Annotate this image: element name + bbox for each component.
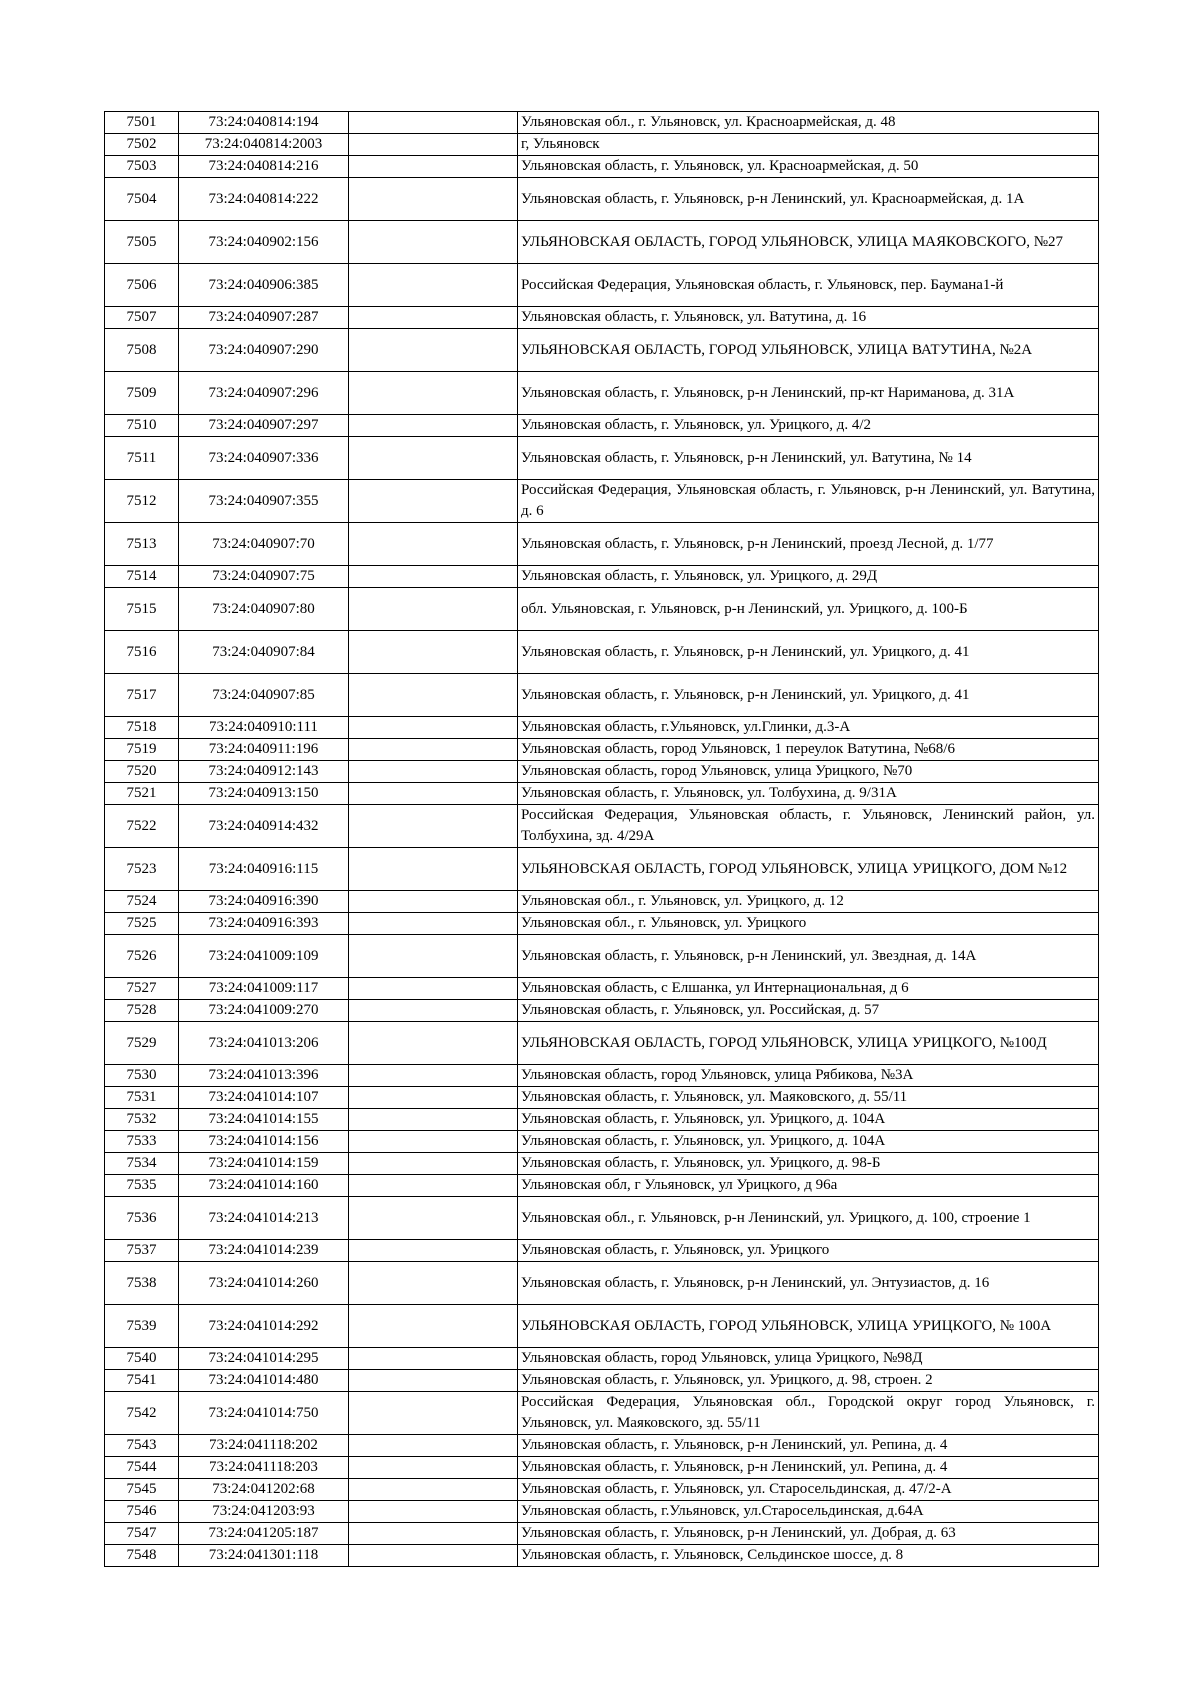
address: Ульяновская область, г. Ульяновск, р-н Ленинский, пр-кт Нариманова, д. 31А [518, 372, 1099, 415]
table-row [105, 1523, 1099, 1545]
row-number: 7509 [105, 372, 179, 415]
cadastral-number: 73:24:041014:159 [179, 1153, 349, 1175]
address: Ульяновская область, г. Ульяновск, р-н Ленинский, ул. Энтузиастов, д. 16 [518, 1262, 1099, 1305]
cadastral-number: 73:24:041014:160 [179, 1175, 349, 1197]
empty-cell [349, 523, 518, 566]
empty-cell [349, 739, 518, 761]
table-row [105, 329, 1099, 372]
empty-cell [349, 264, 518, 307]
cadastral-number: 73:24:040907:75 [179, 566, 349, 588]
cadastral-number: 73:24:041014:292 [179, 1305, 349, 1348]
row-number: 7532 [105, 1109, 179, 1131]
cadastral-number: 73:24:041009:109 [179, 935, 349, 978]
address: Ульяновская область, г. Ульяновск, ул. Старосельдинская, д. 47/2-А [518, 1479, 1099, 1501]
address: Ульяновская область, г. Ульяновск, р-н Ленинский, ул. Урицкого, д. 41 [518, 674, 1099, 717]
cadastral-number: 73:24:040907:84 [179, 631, 349, 674]
address: Ульяновская область, с Елшанка, ул Интернациональная, д 6 [518, 978, 1099, 1000]
table-row [105, 1153, 1099, 1175]
cadastral-number: 73:24:041014:155 [179, 1109, 349, 1131]
cadastral-number: 73:24:040906:385 [179, 264, 349, 307]
row-number: 7531 [105, 1087, 179, 1109]
row-number: 7506 [105, 264, 179, 307]
row-number: 7527 [105, 978, 179, 1000]
row-number: 7542 [105, 1392, 179, 1435]
address: Ульяновская область, г. Ульяновск, ул. Урицкого, д. 104А [518, 1109, 1099, 1131]
table-row [105, 307, 1099, 329]
address: Российская Федерация, Ульяновская область, г. Ульяновск, Ленинский район, ул. Толбухина, зд. 4/29А [518, 805, 1099, 848]
cadastral-number: 73:24:040916:393 [179, 913, 349, 935]
cadastral-number: 73:24:041014:239 [179, 1240, 349, 1262]
address: УЛЬЯНОВСКАЯ ОБЛАСТЬ, ГОРОД УЛЬЯНОВСК, УЛИЦА УРИЦКОГО, №100Д [518, 1022, 1099, 1065]
table-row [105, 1109, 1099, 1131]
cadastral-number: 73:24:040916:115 [179, 848, 349, 891]
cadastral-number: 73:24:041014:750 [179, 1392, 349, 1435]
empty-cell [349, 1501, 518, 1523]
empty-cell [349, 805, 518, 848]
empty-cell [349, 1392, 518, 1435]
cadastral-number: 73:24:040907:70 [179, 523, 349, 566]
table-row [105, 1392, 1099, 1435]
row-number: 7535 [105, 1175, 179, 1197]
empty-cell [349, 221, 518, 264]
table-row [105, 805, 1099, 848]
cadastral-number: 73:24:040913:150 [179, 783, 349, 805]
address: Ульяновская область, г. Ульяновск, Сельдинское шоссе, д. 8 [518, 1545, 1099, 1567]
address: Ульяновская область, город Ульяновск, улица Урицкого, №70 [518, 761, 1099, 783]
empty-cell [349, 178, 518, 221]
row-number: 7526 [105, 935, 179, 978]
empty-cell [349, 1370, 518, 1392]
address: Ульяновская область, г. Ульяновск, р-н Ленинский, ул. Урицкого, д. 41 [518, 631, 1099, 674]
row-number: 7539 [105, 1305, 179, 1348]
cadastral-number: 73:24:040910:111 [179, 717, 349, 739]
cadastral-number: 73:24:041014:213 [179, 1197, 349, 1240]
address: Ульяновская обл., г. Ульяновск, ул. Урицкого, д. 12 [518, 891, 1099, 913]
row-number: 7543 [105, 1435, 179, 1457]
row-number: 7523 [105, 848, 179, 891]
table-row [105, 1501, 1099, 1523]
cadastral-number: 73:24:041009:270 [179, 1000, 349, 1022]
address: Ульяновская область, г. Ульяновск, ул. Урицкого [518, 1240, 1099, 1262]
address: УЛЬЯНОВСКАЯ ОБЛАСТЬ, ГОРОД УЛЬЯНОВСК, УЛИЦА УРИЦКОГО, ДОМ №12 [518, 848, 1099, 891]
address: Ульяновская обл, г Ульяновск, ул Урицкого, д 96а [518, 1175, 1099, 1197]
table-row [105, 437, 1099, 480]
table-row [105, 566, 1099, 588]
address: Ульяновская область, г. Ульяновск, ул. Урицкого, д. 4/2 [518, 415, 1099, 437]
empty-cell [349, 480, 518, 523]
table-row [105, 264, 1099, 307]
row-number: 7507 [105, 307, 179, 329]
cadastral-number: 73:24:041118:202 [179, 1435, 349, 1457]
cadastral-number: 73:24:040907:296 [179, 372, 349, 415]
address: УЛЬЯНОВСКАЯ ОБЛАСТЬ, ГОРОД УЛЬЯНОВСК, УЛИЦА УРИЦКОГО, № 100А [518, 1305, 1099, 1348]
table-row [105, 1175, 1099, 1197]
address: Ульяновская область, город Ульяновск, 1 переулок Ватутина, №68/6 [518, 739, 1099, 761]
address: Ульяновская область, г.Ульяновск, ул.Старосельдинская, д.64А [518, 1501, 1099, 1523]
empty-cell [349, 935, 518, 978]
table-row [105, 588, 1099, 631]
address: Ульяновская область, г. Ульяновск, ул. Урицкого, д. 98, строен. 2 [518, 1370, 1099, 1392]
cadastral-number: 73:24:040916:390 [179, 891, 349, 913]
row-number: 7513 [105, 523, 179, 566]
empty-cell [349, 717, 518, 739]
row-number: 7530 [105, 1065, 179, 1087]
empty-cell [349, 913, 518, 935]
cadastral-number: 73:24:040814:222 [179, 178, 349, 221]
table-row [105, 1435, 1099, 1457]
address: Ульяновская обл., г. Ульяновск, р-н Ленинский, ул. Урицкого, д. 100, строение 1 [518, 1197, 1099, 1240]
empty-cell [349, 415, 518, 437]
empty-cell [349, 134, 518, 156]
table-row [105, 674, 1099, 717]
address: Ульяновская область, г. Ульяновск, р-н Ленинский, ул. Репина, д. 4 [518, 1457, 1099, 1479]
cadastral-number: 73:24:041203:93 [179, 1501, 349, 1523]
empty-cell [349, 891, 518, 913]
table-row [105, 1197, 1099, 1240]
address: Ульяновская область, г. Ульяновск, ул. Маяковского, д. 55/11 [518, 1087, 1099, 1109]
address: Российская Федерация, Ульяновская область, г. Ульяновск, пер. Баумана1-й [518, 264, 1099, 307]
cadastral-number: 73:24:041202:68 [179, 1479, 349, 1501]
row-number: 7522 [105, 805, 179, 848]
row-number: 7546 [105, 1501, 179, 1523]
empty-cell [349, 1435, 518, 1457]
table-row [105, 848, 1099, 891]
empty-cell [349, 329, 518, 372]
address: Ульяновская область, г. Ульяновск, ул. Урицкого, д. 29Д [518, 566, 1099, 588]
row-number: 7528 [105, 1000, 179, 1022]
table-row [105, 1305, 1099, 1348]
cadastral-number: 73:24:041301:118 [179, 1545, 349, 1567]
cadastral-number: 73:24:041014:260 [179, 1262, 349, 1305]
table-row [105, 134, 1099, 156]
row-number: 7505 [105, 221, 179, 264]
empty-cell [349, 1457, 518, 1479]
row-number: 7547 [105, 1523, 179, 1545]
row-number: 7502 [105, 134, 179, 156]
address: Ульяновская область, г. Ульяновск, ул. Российская, д. 57 [518, 1000, 1099, 1022]
cadastral-number: 73:24:041013:206 [179, 1022, 349, 1065]
table-row [105, 221, 1099, 264]
row-number: 7511 [105, 437, 179, 480]
row-number: 7517 [105, 674, 179, 717]
table-row [105, 783, 1099, 805]
cadastral-number: 73:24:041014:107 [179, 1087, 349, 1109]
row-number: 7503 [105, 156, 179, 178]
empty-cell [349, 848, 518, 891]
address: Ульяновская область, г.Ульяновск, ул.Глинки, д.3-А [518, 717, 1099, 739]
table-row [105, 1087, 1099, 1109]
empty-cell [349, 372, 518, 415]
table-row [105, 1479, 1099, 1501]
row-number: 7521 [105, 783, 179, 805]
empty-cell [349, 783, 518, 805]
table-row [105, 1000, 1099, 1022]
address: Российская Федерация, Ульяновская обл., Городской округ город Ульяновск, г. Ульяновск, ул. Маяковского, зд. 55/11 [518, 1392, 1099, 1435]
row-number: 7541 [105, 1370, 179, 1392]
cadastral-number: 73:24:040907:80 [179, 588, 349, 631]
table-row [105, 178, 1099, 221]
empty-cell [349, 1022, 518, 1065]
cadastral-number: 73:24:040907:85 [179, 674, 349, 717]
row-number: 7540 [105, 1348, 179, 1370]
empty-cell [349, 1087, 518, 1109]
empty-cell [349, 437, 518, 480]
row-number: 7537 [105, 1240, 179, 1262]
row-number: 7545 [105, 1479, 179, 1501]
address: Ульяновская область, г. Ульяновск, ул. Урицкого, д. 104А [518, 1131, 1099, 1153]
address: Ульяновская область, г. Ульяновск, р-н Ленинский, ул. Добрая, д. 63 [518, 1523, 1099, 1545]
empty-cell [349, 1197, 518, 1240]
table-row [105, 978, 1099, 1000]
empty-cell [349, 1109, 518, 1131]
empty-cell [349, 1545, 518, 1567]
cadastral-number: 73:24:040907:287 [179, 307, 349, 329]
row-number: 7504 [105, 178, 179, 221]
empty-cell [349, 1348, 518, 1370]
row-number: 7519 [105, 739, 179, 761]
row-number: 7533 [105, 1131, 179, 1153]
cadastral-number: 73:24:040914:432 [179, 805, 349, 848]
cadastral-number: 73:24:040907:355 [179, 480, 349, 523]
address: Ульяновская область, г. Ульяновск, ул. Урицкого, д. 98-Б [518, 1153, 1099, 1175]
address: Ульяновская область, г. Ульяновск, ул. Ватутина, д. 16 [518, 307, 1099, 329]
table-row [105, 523, 1099, 566]
address: Ульяновская область, г. Ульяновск, р-н Ленинский, проезд Лесной, д. 1/77 [518, 523, 1099, 566]
table-row [105, 631, 1099, 674]
cadastral-number: 73:24:041009:117 [179, 978, 349, 1000]
empty-cell [349, 1065, 518, 1087]
empty-cell [349, 588, 518, 631]
address: Ульяновская область, г. Ульяновск, ул. Толбухина, д. 9/31А [518, 783, 1099, 805]
empty-cell [349, 1262, 518, 1305]
table-row [105, 913, 1099, 935]
table-row [105, 480, 1099, 523]
cadastral-number: 73:24:041014:480 [179, 1370, 349, 1392]
table-row [105, 415, 1099, 437]
cadastral-number: 73:24:040907:336 [179, 437, 349, 480]
address: обл. Ульяновская, г. Ульяновск, р-н Ленинский, ул. Урицкого, д. 100-Б [518, 588, 1099, 631]
table-row [105, 112, 1099, 134]
cadastral-number: 73:24:040911:196 [179, 739, 349, 761]
row-number: 7548 [105, 1545, 179, 1567]
table-row [105, 891, 1099, 913]
property-table-body [105, 112, 1099, 1567]
empty-cell [349, 1479, 518, 1501]
cadastral-number: 73:24:041014:295 [179, 1348, 349, 1370]
address: г, Ульяновск [518, 134, 1099, 156]
row-number: 7534 [105, 1153, 179, 1175]
row-number: 7524 [105, 891, 179, 913]
table-row [105, 1370, 1099, 1392]
empty-cell [349, 631, 518, 674]
row-number: 7538 [105, 1262, 179, 1305]
address: Ульяновская область, г. Ульяновск, ул. Красноармейская, д. 50 [518, 156, 1099, 178]
address: Ульяновская область, город Ульяновск, улица Урицкого, №98Д [518, 1348, 1099, 1370]
table-row [105, 1065, 1099, 1087]
cadastral-number: 73:24:040907:290 [179, 329, 349, 372]
empty-cell [349, 674, 518, 717]
row-number: 7515 [105, 588, 179, 631]
row-number: 7529 [105, 1022, 179, 1065]
cadastral-number: 73:24:040902:156 [179, 221, 349, 264]
empty-cell [349, 1240, 518, 1262]
empty-cell [349, 307, 518, 329]
address: Ульяновская обл., г. Ульяновск, ул. Урицкого [518, 913, 1099, 935]
empty-cell [349, 1305, 518, 1348]
address: Ульяновская область, г. Ульяновск, р-н Ленинский, ул. Ватутина, № 14 [518, 437, 1099, 480]
cadastral-number: 73:24:041205:187 [179, 1523, 349, 1545]
row-number: 7518 [105, 717, 179, 739]
empty-cell [349, 1153, 518, 1175]
address: Ульяновская обл., г. Ульяновск, ул. Красноармейская, д. 48 [518, 112, 1099, 134]
row-number: 7536 [105, 1197, 179, 1240]
cadastral-number: 73:24:040814:194 [179, 112, 349, 134]
table-row [105, 1545, 1099, 1567]
empty-cell [349, 1175, 518, 1197]
empty-cell [349, 156, 518, 178]
row-number: 7516 [105, 631, 179, 674]
address: Ульяновская область, г. Ульяновск, р-н Ленинский, ул. Красноармейская, д. 1А [518, 178, 1099, 221]
cadastral-number: 73:24:041013:396 [179, 1065, 349, 1087]
address: Ульяновская область, город Ульяновск, улица Рябикова, №3А [518, 1065, 1099, 1087]
table-row [105, 156, 1099, 178]
property-table [104, 111, 1099, 1567]
address: Российская Федерация, Ульяновская область, г. Ульяновск, р-н Ленинский, ул. Ватутина, д. 6 [518, 480, 1099, 523]
empty-cell [349, 566, 518, 588]
row-number: 7525 [105, 913, 179, 935]
table-row [105, 717, 1099, 739]
row-number: 7512 [105, 480, 179, 523]
empty-cell [349, 978, 518, 1000]
table-row [105, 1022, 1099, 1065]
table-row [105, 1131, 1099, 1153]
cadastral-number: 73:24:041014:156 [179, 1131, 349, 1153]
row-number: 7508 [105, 329, 179, 372]
empty-cell [349, 1000, 518, 1022]
table-row [105, 1348, 1099, 1370]
empty-cell [349, 112, 518, 134]
cadastral-number: 73:24:040907:297 [179, 415, 349, 437]
cadastral-number: 73:24:040814:2003 [179, 134, 349, 156]
table-row [105, 739, 1099, 761]
row-number: 7544 [105, 1457, 179, 1479]
cadastral-number: 73:24:041118:203 [179, 1457, 349, 1479]
cadastral-number: 73:24:040814:216 [179, 156, 349, 178]
table-row [105, 1262, 1099, 1305]
table-row [105, 1240, 1099, 1262]
address: УЛЬЯНОВСКАЯ ОБЛАСТЬ, ГОРОД УЛЬЯНОВСК, УЛИЦА ВАТУТИНА, №2А [518, 329, 1099, 372]
table-row [105, 1457, 1099, 1479]
row-number: 7520 [105, 761, 179, 783]
empty-cell [349, 761, 518, 783]
cadastral-number: 73:24:040912:143 [179, 761, 349, 783]
address: Ульяновская область, г. Ульяновск, р-н Ленинский, ул. Звездная, д. 14А [518, 935, 1099, 978]
row-number: 7501 [105, 112, 179, 134]
row-number: 7514 [105, 566, 179, 588]
address: Ульяновская область, г. Ульяновск, р-н Ленинский, ул. Репина, д. 4 [518, 1435, 1099, 1457]
empty-cell [349, 1523, 518, 1545]
empty-cell [349, 1131, 518, 1153]
table-row [105, 935, 1099, 978]
table-row [105, 761, 1099, 783]
address: УЛЬЯНОВСКАЯ ОБЛАСТЬ, ГОРОД УЛЬЯНОВСК, УЛИЦА МАЯКОВСКОГО, №27 [518, 221, 1099, 264]
table-row [105, 372, 1099, 415]
row-number: 7510 [105, 415, 179, 437]
